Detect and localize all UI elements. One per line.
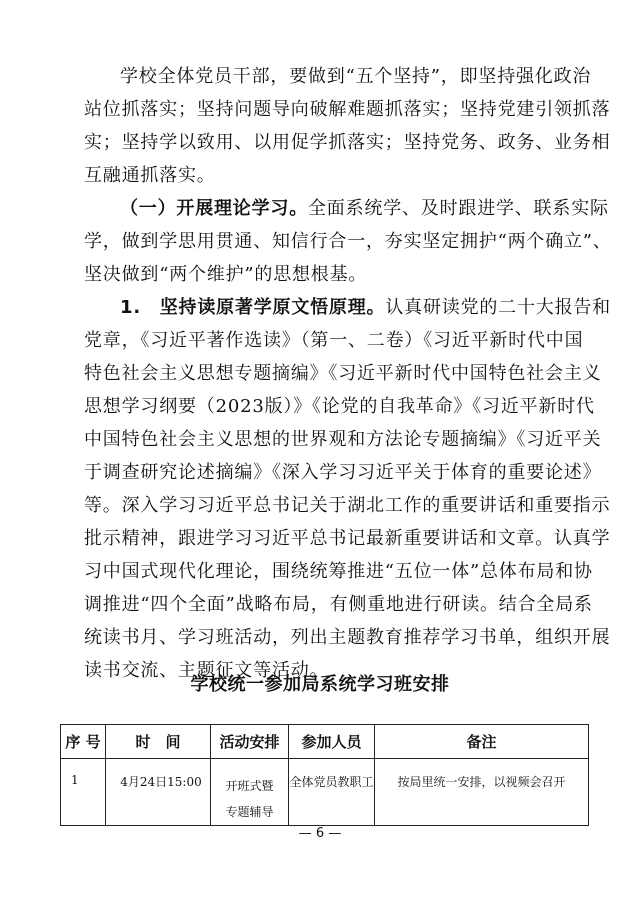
text-line: 习中国式现代化理论，围绕统筹推进“五位一体”总体布局和协: [84, 561, 593, 582]
page-number: — 6 —: [298, 826, 342, 841]
paragraph-read-originals: [84, 291, 611, 687]
header-activity: 活动安排: [211, 725, 289, 759]
activity-line: 开班式暨: [225, 779, 274, 793]
table-row: [61, 759, 589, 826]
text-line: 读书交流、主题征文等活动。: [84, 660, 329, 681]
text-fragment: 全面系统学、及时跟进学、联系实际: [308, 198, 609, 219]
row-number: 1: [71, 773, 79, 787]
row-participants: 全体党员教职工: [289, 775, 374, 789]
text-fragment: 认真研读党的二十大报告和: [385, 297, 611, 318]
row-activity: [211, 759, 288, 825]
cell-number: [61, 759, 106, 826]
header-notes: 备注: [375, 725, 589, 759]
text-line: 思想学习纲要（2023版）》《论党的自我革命》《习近平新时代: [84, 396, 595, 417]
text-line: 调推进“四个全面”战略布局，有侧重地进行研读。结合全局系: [84, 594, 593, 615]
text-line: 学，做到学思用贯通、知信行合一，夯实坚定拥护“两个确立”、: [84, 231, 612, 252]
cell-participants: [289, 759, 375, 826]
text-line: [84, 291, 611, 324]
text-line: 学校全体党员干部，要做到“五个坚持”，即坚持强化政治: [120, 66, 592, 87]
text-line: 统读书月、学习班活动，列出主题教育推荐学习书单，组织开展: [84, 627, 611, 648]
subsection-heading: 1. 坚持读原著学原文悟原理。: [120, 297, 386, 318]
text-line: 互融通抓落实。: [84, 165, 216, 186]
row-time: 4月24日15:00: [120, 775, 202, 789]
text-line: [84, 192, 609, 225]
table-header-row: [61, 725, 589, 759]
text-line: 坚决做到“两个维护”的思想根基。: [84, 264, 368, 285]
text-line: 特色社会主义思想专题摘编》《习近平新时代中国特色社会主义: [84, 363, 602, 384]
section-heading: （一）开展理论学习。: [120, 198, 308, 219]
text-line: 党章，《习近平著作选读》（第一、二卷）《习近平新时代中国: [84, 330, 584, 351]
text-line: 站位抓落实；坚持问题导向破解难题抓落实；坚持党建引领抓落: [84, 99, 611, 120]
paragraph-five-persistences: [84, 60, 611, 192]
cell-notes: [375, 759, 589, 826]
header-time: 时 间: [106, 725, 211, 759]
text-line: 等。深入学习习近平总书记关于湖北工作的重要讲话和重要指示: [84, 495, 611, 516]
activity-line: 专题辅导: [225, 805, 274, 819]
row-note: 按局里统一安排，以视频会召开: [397, 775, 566, 789]
schedule-table: [60, 724, 589, 826]
header-participants: 参加人员: [289, 725, 375, 759]
text-line: 于调查研究论述摘编》《深入学习习近平关于体育的重要论述》: [84, 462, 602, 483]
text-line: 实；坚持学以致用、以用促学抓落实；坚持党务、政务、业务相: [84, 132, 611, 153]
text-line: 批示精神，跟进学习习近平总书记最新重要讲话和文章。认真学: [84, 528, 611, 549]
table-title: 学校统一参加局系统学习班安排: [190, 674, 450, 695]
cell-time: [106, 759, 211, 826]
text-line: 中国特色社会主义思想的世界观和方法论专题摘编》《习近平关: [84, 429, 602, 450]
paragraph-theory-study: [84, 192, 612, 291]
cell-activity: [211, 759, 289, 826]
header-number: 序 号: [61, 725, 106, 759]
